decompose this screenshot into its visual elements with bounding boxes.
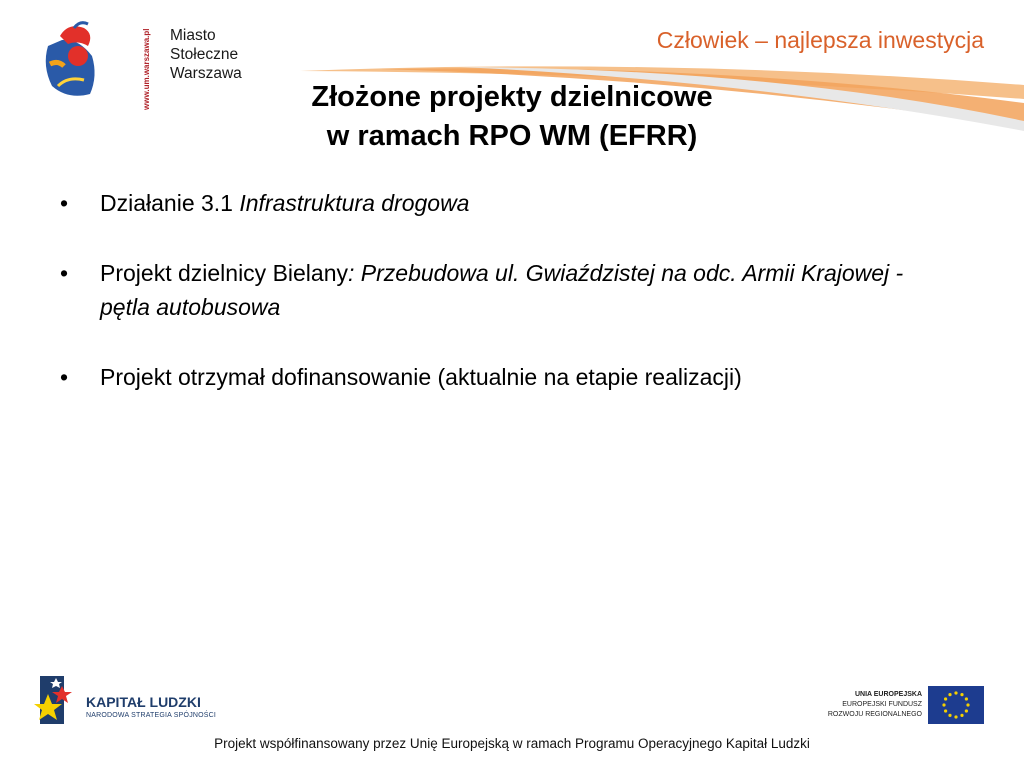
bullet-text: Projekt otrzymał dofinansowanie (aktualnie na etapie realizacji) [100,364,742,390]
slide-title-line: Złożone projekty dzielnicowe [311,81,713,113]
bullet-item [56,256,956,324]
kapital-ludzki-logo [34,672,234,732]
bullet-item [56,360,956,394]
eu-flag-icon [928,686,984,724]
eu-logo-text [828,690,922,720]
eu-star-icon [966,703,969,706]
eu-star-icon [948,714,951,717]
eu-star-icon [965,709,968,712]
eu-star-icon [954,691,957,694]
eu-star-icon [944,697,947,700]
slide-title-line: w ramach RPO WM (EFRR) [326,120,698,152]
eu-logo [784,686,984,728]
bullet-text: Działanie 3.1 [100,190,240,216]
slide-title [0,78,1024,156]
eu-logo-line: UNIA EUROPEJSKA [854,691,922,698]
eu-logo-line: EUROPEJSKI FUNDUSZ [842,701,922,708]
kapital-ludzki-subtitle: NARODOWA STRATEGIA SPÓJNOŚCI [86,712,217,719]
city-url: www.um.warszawa.pl [142,28,151,110]
footer-text: Projekt współfinansowany przez Unię Europejską w ramach Programu Operacyjnego Kapitał Ludzki [214,736,810,751]
city-name [170,26,242,83]
slogan: Człowiek – najlepsza inwestycja [656,27,984,53]
bullet-marker: • [60,260,69,286]
eu-logo-line: ROZWOJU REGIONALNEGO [827,711,922,718]
eu-star-icon [944,709,947,712]
eu-star-icon [942,703,945,706]
kapital-ludzki-star-icon [34,672,78,728]
eu-star-icon [960,693,963,696]
kapital-ludzki-name: KAPITAŁ LUDZKI [86,694,201,710]
bullet-marker: • [60,364,69,390]
bullet-text-italic: : Przebudowa ul. Gwiaździstej na odc. Armii Krajowej - pętla autobusowa [100,260,904,320]
eu-star-icon [954,715,957,718]
eu-star-icon [965,697,968,700]
city-name-line: Warszawa [170,65,242,82]
bullet-marker: • [60,190,69,216]
eu-star-icon [960,714,963,717]
city-name-line: Stołeczne [170,46,239,63]
eu-star-icon [948,693,951,696]
bullet-text-italic: Infrastruktura drogowa [239,190,470,216]
bullet-list [56,186,956,430]
city-name-line: Miasto [170,27,216,44]
bullet-text: Projekt dzielnicy Bielany [100,260,349,286]
bullet-item [56,186,956,220]
